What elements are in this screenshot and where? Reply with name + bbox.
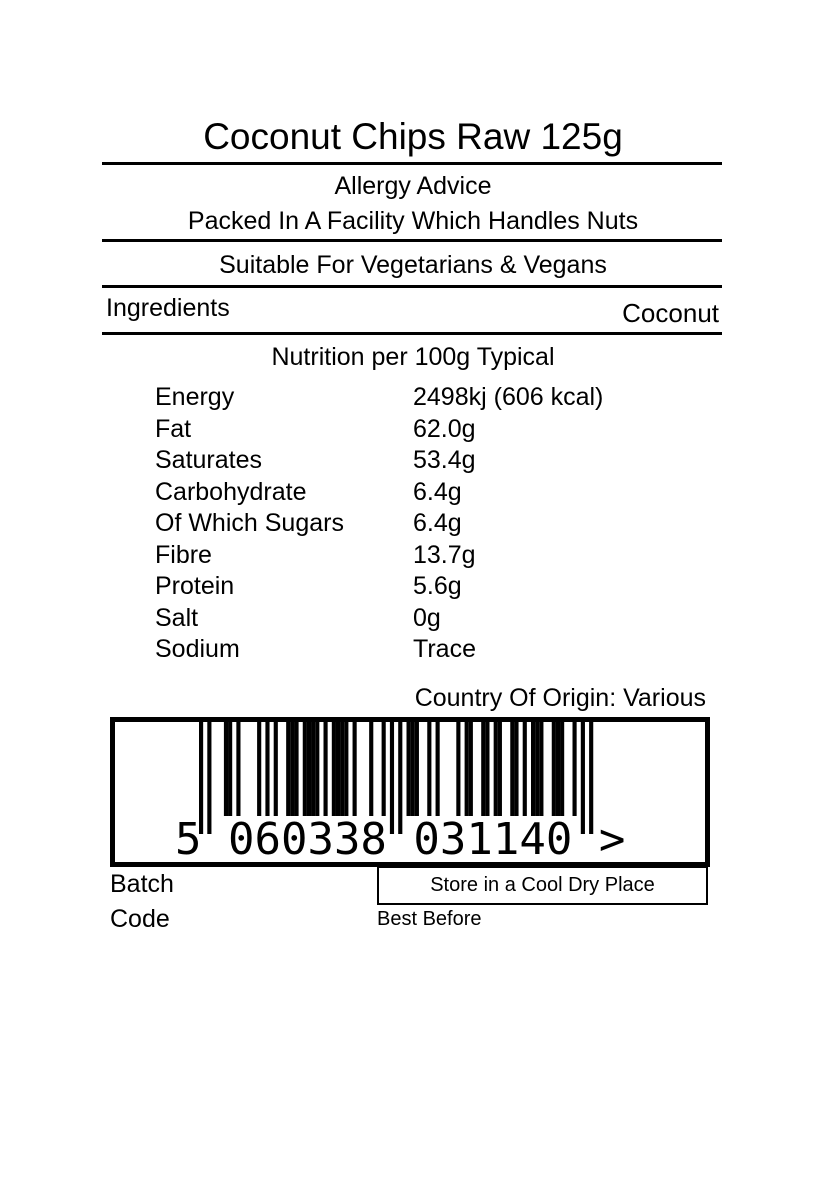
nutrition-title: Nutrition per 100g Typical [271, 343, 555, 371]
barcode-bar [535, 722, 539, 816]
barcode-bar [411, 722, 415, 816]
divider [102, 239, 722, 242]
barcode-bar [336, 722, 340, 816]
divider [102, 332, 722, 335]
nutrient-name: Of Which Sugars [155, 509, 344, 537]
barcode-bar [332, 722, 336, 816]
nutrient-name: Fat [155, 415, 192, 443]
nutrient-value: 2498kj (606 kcal) [413, 383, 604, 411]
nutrient-value: 6.4g [413, 478, 462, 506]
barcode-bar [344, 722, 348, 816]
barcode-bar [236, 722, 240, 816]
barcode-bar [265, 722, 269, 816]
barcode-bar [303, 722, 307, 816]
nutrient-value: 5.6g [413, 572, 462, 600]
barcode-bar [494, 722, 498, 816]
barcode [110, 717, 710, 867]
divider [102, 162, 722, 165]
barcode-bar [539, 722, 543, 816]
barcode-bar [369, 722, 373, 816]
barcode-bar [290, 722, 294, 816]
nutrient-value: 53.4g [413, 446, 476, 474]
nutrient-name: Saturates [155, 446, 263, 474]
nutrient-value: Trace [413, 635, 476, 663]
nutrient-name: Protein [155, 572, 235, 600]
country-of-origin: Country Of Origin: Various [414, 684, 706, 712]
batch-label: Batch [110, 870, 174, 898]
barcode-bar [560, 722, 564, 816]
barcode-bar [353, 722, 357, 816]
barcode-bar [274, 722, 278, 816]
barcode-bar [224, 722, 228, 816]
barcode-bar [498, 722, 502, 816]
nutrient-name: Energy [155, 383, 235, 411]
barcode-bar [407, 722, 411, 816]
barcode-bar [257, 722, 261, 816]
barcode-graphic [115, 722, 705, 862]
barcode-bar [573, 722, 577, 816]
barcode-bar [382, 722, 386, 816]
nutrient-value: 62.0g [413, 415, 476, 443]
storage-instructions: Store in a Cool Dry Place [377, 866, 708, 905]
divider [102, 285, 722, 288]
best-before-label: Best Before [377, 908, 482, 930]
allergy-heading: Allergy Advice [334, 172, 492, 200]
barcode-bar [465, 722, 469, 816]
barcode-bar [286, 722, 290, 816]
nutrient-value: 6.4g [413, 509, 462, 537]
barcode-bar [340, 722, 344, 816]
nutrient-name: Salt [155, 604, 199, 632]
barcode-bar [436, 722, 440, 816]
barcode-bar [552, 722, 556, 816]
barcode-bar [514, 722, 518, 816]
barcode-bar [556, 722, 560, 816]
nutrient-value: 13.7g [413, 541, 476, 569]
code-label: Code [110, 905, 170, 933]
barcode-bar [228, 722, 232, 816]
barcode-bar [485, 722, 489, 816]
nutrient-name: Fibre [155, 541, 212, 569]
barcode-bar [523, 722, 527, 816]
barcode-bar [427, 722, 431, 816]
product-title: Coconut Chips Raw 125g [203, 116, 623, 157]
barcode-bar [415, 722, 419, 816]
ingredients-label: Ingredients [106, 294, 230, 322]
barcode-bar [324, 722, 328, 816]
barcode-bar [294, 722, 298, 816]
barcode-bar [531, 722, 535, 816]
barcode-bar [315, 722, 319, 816]
barcode-bar [510, 722, 514, 816]
barcode-bar [481, 722, 485, 816]
ingredients-value: Coconut [622, 298, 719, 328]
barcode-bar [311, 722, 315, 816]
barcode-bar [307, 722, 311, 816]
barcode-number: 5 060338 031140 > [175, 814, 626, 862]
barcode-bar [456, 722, 460, 816]
allergy-text: Packed In A Facility Which Handles Nuts [187, 207, 639, 235]
nutrient-value: 0g [413, 604, 441, 632]
nutrient-name: Sodium [155, 635, 240, 663]
barcode-bar [469, 722, 473, 816]
diet-suitability: Suitable For Vegetarians & Vegans [219, 251, 607, 279]
nutrient-name: Carbohydrate [155, 478, 307, 506]
